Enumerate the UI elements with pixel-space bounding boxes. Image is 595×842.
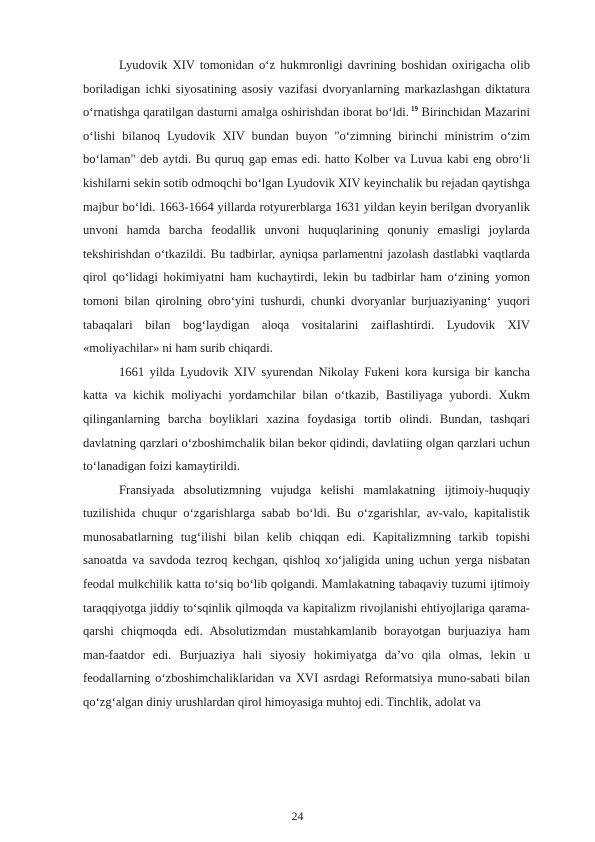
page-number: 24 [291, 809, 304, 823]
paragraph-1-text-end: Birinchidan Mazarini o‘lishi bilanoq Lyudovik XIV bundan buyon "o‘zimning birinchi ministrim o‘zim bo‘laman" deb aytdi. Bu quruq gap emas edi. hatto Kolber va Luvua kabi eng obro‘li kishilarni sekin sotib odmoqchi bo‘lgan Lyudovik XIV keyinchalik bu rejadan qaytishga majbur bo‘ldi. 1663-1664 yillarda rotyurerblarga 1631 yildan keyin berilgan dvoryanlik unvoni hamda barcha feodallik unvoni huquqlarining qonuniy emasligi joylarda tekshirishdan o‘tkazildi. Bu tadbirlar, ayniqsa parlamentni jazolash dastlabki vaqtlarda qirol qo‘lidagi hokimiyatni ham kuchaytirdi, lekin bu tadbirlar ham o‘zining yomon tomoni bilan qirolning obro‘yini tushurdi, chunki dvoryanlar burjuaziyaning‘ yuqori tabaqalari bilan bog‘laydigan aloqa vositalarini zaiflashtirdi. Lyudovik XIV «moliyachilar» ni ham surib chiqardi. [83, 105, 530, 356]
paragraph-3: Fransiyada absolutizmning vujudga kelishi mamlakatning ijtimoiy-huquqiy tuzilishida chuqur o‘zgarishlarga sabab bo‘ldi. Bu o‘zgarishlar, av-valo, kapitalistik munosabatlarning tug‘ilishi bilan kelib chiqqan edi. Kapitalizmning tarkib topishi sanoatda va savdoda tezroq kechgan, qishloq xo‘jaligida uning uchun yerga nisbatan feodal mulkchilik katta to‘siq bo‘lib qolgandi. Mamlakatning tabaqaviy tuzumi ijtimoiy taraqqiyotga jiddiy to‘sqinlik qilmoqda va kapitalizm rivojlanishi ehtiyojlariga qarama-qarshi chiqmoqda edi. Absolutizmdan mustahkamlanib borayotgan burjuaziya ham man-faatdor edi. Burjuaziya hali siyosiy hokimiyatga da’vo qila olmas, lekin u feodallarning o‘zboshimchaliklaridan va XVI asrdagi Reformatsiya muno-sabati bilan qo‘zg‘algan diniy urushlardan qirol himoyasiga muhtoj edi. Tinchlik, adolat va [83, 482, 530, 710]
body-text [83, 54, 530, 715]
paragraph-1-text-start: Lyudovik XIV tomonidan o‘z hukmronligi davrining boshidan oxirigacha olib boriladigan ichki siyosatining asosiy vazifasi dvoryanlarning markazlashgan diktatura o‘rnatishga qaratilgan dasturni amalga oshirishdan iborat bo‘ldi. [83, 58, 530, 120]
paragraph-1 [83, 54, 530, 361]
footnote-marker[interactable]: 19 [410, 105, 418, 113]
paragraph-2: 1661 yilda Lyudovik XIV syurendan Nikolay Fukeni kora kursiga bir kancha katta va kichik moliyachi yordamchilar bilan o‘tkazib, Bastiliyaga yubordi. Xukm qilinganlarning barcha boyliklari xazina foydasiga tortib olindi. Bundan, tashqari davlatning qarzlari o‘zboshimchalik bilan bekor qidindi, davlatiing olgan qarzlari uchun to‘lanadigan foizi kamaytirildi. [83, 364, 530, 474]
